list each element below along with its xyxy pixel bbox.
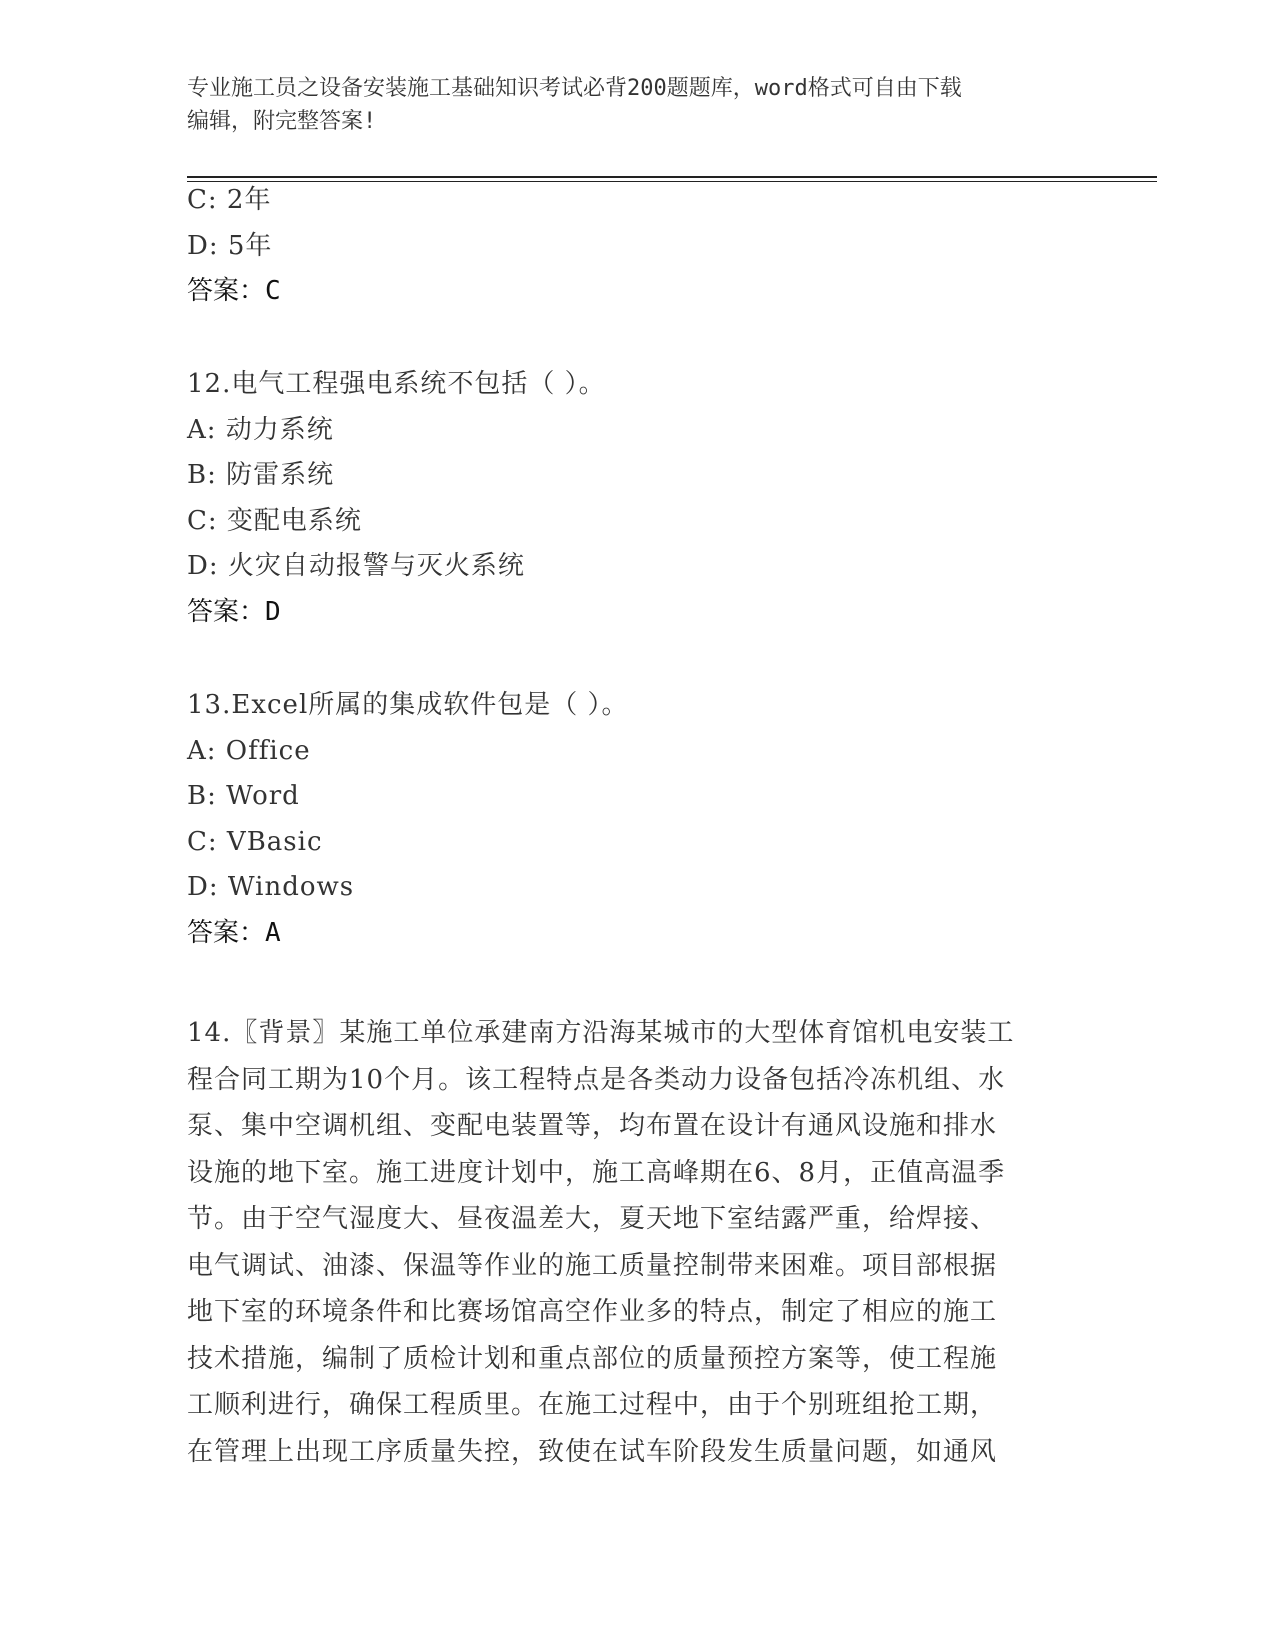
question-11-tail (187, 178, 1087, 315)
question-text-line: 设施的地下室。施工进度计划中，施工高峰期在6、8月，正值高温季 (187, 1157, 1006, 1188)
question-text-line: 14.〖背景〗某施工单位承建南方沿海某城市的大型体育馆机电安装工 (187, 1018, 1015, 1048)
option-d: D: 火灾自动报警与灭火系统 (187, 551, 525, 581)
question-text: 13.Excel所属的集成软件包是（ ）。 (187, 690, 629, 720)
question-12 (187, 362, 1087, 635)
option-c: C: 2年 (187, 185, 272, 215)
header-title-line-1: 专业施工员之设备安装施工基础知识考试必背200题题库，word格式可自由下载 (187, 76, 962, 101)
option-c: C: 变配电系统 (187, 505, 362, 536)
question-text-line: 在管理上出现工序质量失控，致使在试车阶段发生质量问题，如通风 (187, 1436, 998, 1467)
answer: 答案：A (187, 917, 281, 948)
answer: 答案：C (187, 276, 281, 306)
page-header (187, 72, 1087, 138)
option-a: A: 动力系统 (187, 414, 334, 445)
question-text-line: 程合同工期为10个月。该工程特点是各类动力设备包括冷冻机组、水 (187, 1064, 1006, 1095)
question-text: 12.电气工程强电系统不包括（ ）。 (187, 369, 606, 399)
option-d: D: 5年 (187, 230, 273, 261)
option-c: C: VBasic (187, 826, 323, 857)
question-14 (187, 1010, 1067, 1475)
question-13 (187, 683, 1087, 956)
option-d: D: Windows (187, 872, 355, 902)
option-b: B: Word (187, 781, 300, 811)
answer: 答案：D (187, 596, 281, 627)
option-b: B: 防雷系统 (187, 460, 335, 490)
header-title-line-2: 编辑，附完整答案! (187, 109, 377, 134)
question-text-line: 节。由于空气湿度大、昼夜温差大，夏天地下室结露严重，给焊接、 (187, 1204, 998, 1234)
question-text-line: 技术措施，编制了质检计划和重点部位的质量预控方案等，使工程施 (187, 1343, 998, 1374)
question-text-line: 电气调试、油漆、保温等作业的施工质量控制带来困难。项目部根据 (187, 1250, 998, 1281)
option-a: A: Office (187, 735, 311, 766)
question-text-line: 工顺利进行，确保工程质里。在施工过程中，由于个别班组抢工期， (187, 1390, 998, 1420)
question-text-line: 地下室的环境条件和比赛场馆高空作业多的特点，制定了相应的施工 (187, 1297, 998, 1327)
question-text-line: 泵、集中空调机组、变配电装置等，均布置在设计有通风设施和排水 (187, 1111, 998, 1141)
